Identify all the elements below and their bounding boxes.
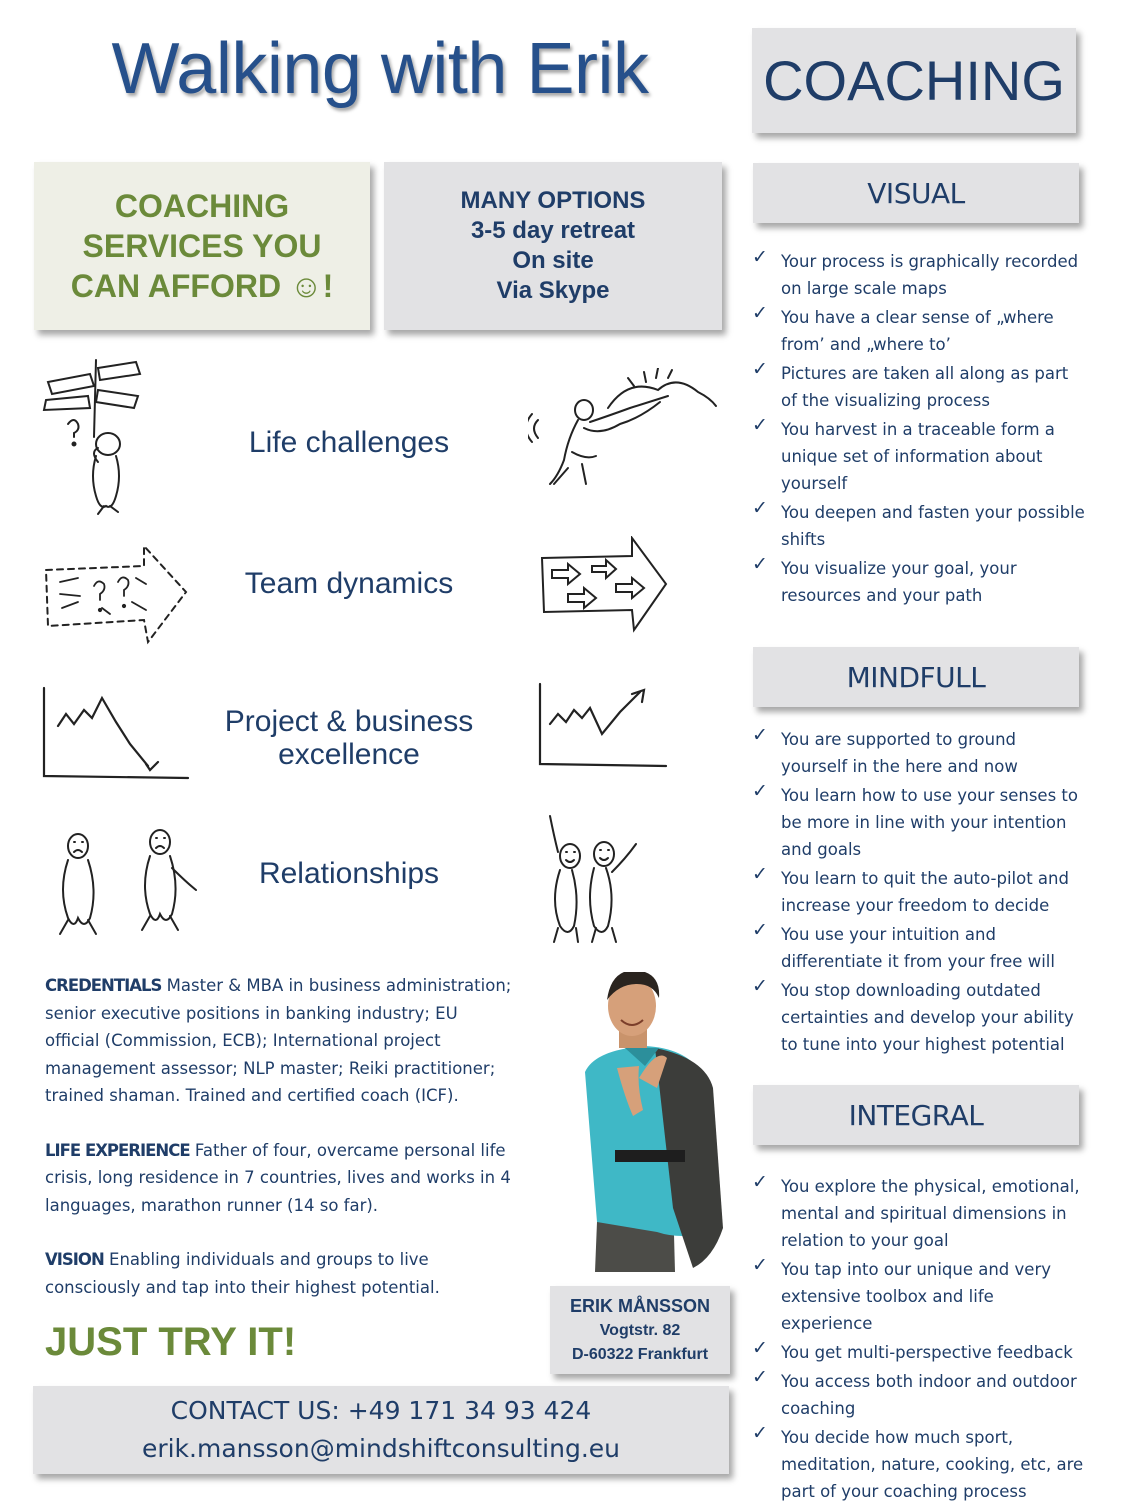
vision-paragraph bbox=[45, 1246, 515, 1301]
list-item: ✓ You learn how to use your senses to be more in line with your intention and goals bbox=[752, 780, 1078, 859]
mindfull-list bbox=[752, 726, 1087, 1060]
checkmark-icon: ✓ bbox=[752, 414, 768, 436]
checkmark-icon: ✓ bbox=[752, 724, 768, 746]
checkmark-icon: ✓ bbox=[752, 975, 768, 997]
integral-list bbox=[752, 1173, 1087, 1507]
checkmark-icon: ✓ bbox=[752, 1254, 768, 1276]
topic-life-challenges: Life challenges bbox=[248, 426, 450, 459]
contact-email[interactable]: erik.mansson@mindshiftconsulting.eu bbox=[141, 1434, 621, 1463]
list-item: ✓ You access both indoor and outdoor coaching bbox=[752, 1366, 1077, 1418]
checkmark-icon: ✓ bbox=[752, 780, 768, 802]
sad-pair-illustration bbox=[46, 828, 206, 943]
name-card bbox=[550, 1286, 730, 1374]
credentials-text: Master & MBA in business administration; senior executive positions in banking industry; EU official (Commission, ECB); International project management assessor; NLP master; Reiki practitioner; trained shaman. Trained and certified coach (ICF). bbox=[45, 976, 512, 1105]
credentials-paragraph bbox=[45, 972, 515, 1110]
happy-pair-illustration bbox=[542, 812, 647, 952]
afford-line: COACHING bbox=[114, 188, 290, 224]
list-item: ✓ You visualize your goal, your resources and your path bbox=[752, 553, 1017, 605]
list-item: ✓ You tap into our unique and very extensive toolbox and life experience bbox=[752, 1254, 1051, 1333]
option-item: 3-5 day retreat bbox=[470, 217, 636, 244]
list-item: ✓ Pictures are taken all along as part of the visualizing process bbox=[752, 358, 1069, 410]
option-item: Via Skype bbox=[496, 277, 610, 304]
erik-portrait-photo bbox=[555, 972, 730, 1287]
aligned-arrows-illustration bbox=[538, 536, 673, 636]
afford-panel bbox=[34, 162, 370, 330]
visual-heading: VISUAL bbox=[753, 163, 1079, 223]
list-item: ✓ You are supported to ground yourself in the here and now bbox=[752, 724, 1018, 776]
list-item: ✓ You use your intuition and differentiate it from your free will bbox=[752, 919, 1055, 971]
afford-line: SERVICES YOU bbox=[82, 228, 322, 264]
checkmark-icon: ✓ bbox=[752, 553, 768, 575]
vision-label: VISION bbox=[45, 1250, 104, 1269]
experience-text: Father of four, overcame personal life crisis, long residence in 7 countries, lives and works in 4 languages, marathon runner (14 so far). bbox=[45, 1140, 511, 1215]
checkmark-icon: ✓ bbox=[752, 919, 768, 941]
mindfull-heading: MINDFULL bbox=[753, 647, 1079, 707]
list-item: ✓ You stop downloading outdated certainties and develop your ability to tune into your highest potential bbox=[752, 975, 1074, 1054]
checkmark-icon: ✓ bbox=[752, 1366, 768, 1388]
list-item: ✓ You have a clear sense of „where from’ and „where to’ bbox=[752, 302, 1054, 354]
list-item: ✓ You deepen and fasten your possible shifts bbox=[752, 497, 1085, 549]
bio-section bbox=[45, 972, 515, 1328]
list-item: ✓ You harvest in a traceable form a unique set of information about yourself bbox=[752, 414, 1055, 493]
contact-panel bbox=[33, 1386, 729, 1474]
option-item: On site bbox=[512, 247, 594, 274]
visual-list bbox=[752, 248, 1087, 611]
declining-graph-illustration bbox=[40, 684, 190, 782]
list-item: ✓ Your process is graphically recorded on large scale maps bbox=[752, 246, 1079, 298]
checkmark-icon: ✓ bbox=[752, 302, 768, 324]
afford-line: CAN AFFORD ☺! bbox=[70, 268, 334, 304]
chaotic-arrow-illustration bbox=[40, 542, 190, 647]
checkmark-icon: ✓ bbox=[752, 1171, 768, 1193]
experience-paragraph bbox=[45, 1137, 515, 1220]
list-item: ✓ You get multi-perspective feedback bbox=[752, 1337, 1073, 1362]
checkmark-icon: ✓ bbox=[752, 497, 768, 519]
person-city: D-60322 Frankfurt bbox=[571, 1346, 709, 1363]
list-item: ✓ You explore the physical, emotional, mental and spiritual dimensions in relation to your goal bbox=[752, 1171, 1080, 1250]
list-item: ✓ You decide how much sport, meditation, nature, cooking, etc, are part of your coaching process bbox=[752, 1422, 1084, 1501]
checkmark-icon: ✓ bbox=[752, 358, 768, 380]
person-street: Vogtstr. 82 bbox=[599, 1322, 681, 1339]
rising-graph-illustration bbox=[536, 680, 671, 770]
checkmark-icon: ✓ bbox=[752, 863, 768, 885]
vision-text: Enabling individuals and groups to live consciously and tap into their highest potential. bbox=[45, 1250, 440, 1297]
topic-project-business-excellence: Project & business excellence bbox=[224, 705, 474, 771]
climbing-person-sun-illustration bbox=[528, 368, 718, 493]
person-name: ERIK MÅNSSON bbox=[569, 1296, 710, 1316]
coaching-banner: COACHING bbox=[752, 28, 1076, 133]
signpost-confused-person-illustration bbox=[38, 352, 148, 522]
options-heading: MANY OPTIONS bbox=[460, 187, 646, 214]
call-to-action: JUST TRY IT! bbox=[45, 1320, 297, 1364]
topic-relationships: Relationships bbox=[258, 857, 440, 890]
checkmark-icon: ✓ bbox=[752, 1422, 768, 1444]
credentials-label: CREDENTIALS bbox=[45, 976, 162, 995]
experience-label: LIFE EXPERIENCE bbox=[45, 1140, 190, 1160]
contact-phone[interactable]: CONTACT US: +49 171 34 93 424 bbox=[170, 1396, 592, 1425]
checkmark-icon: ✓ bbox=[752, 246, 768, 268]
options-panel bbox=[384, 162, 722, 330]
topic-team-dynamics: Team dynamics bbox=[244, 567, 454, 600]
checkmark-icon: ✓ bbox=[752, 1337, 768, 1359]
list-item: ✓ You learn to quit the auto-pilot and increase your freedom to decide bbox=[752, 863, 1069, 915]
page-title: Walking with Erik bbox=[111, 29, 649, 109]
integral-heading: INTEGRAL bbox=[753, 1085, 1079, 1145]
